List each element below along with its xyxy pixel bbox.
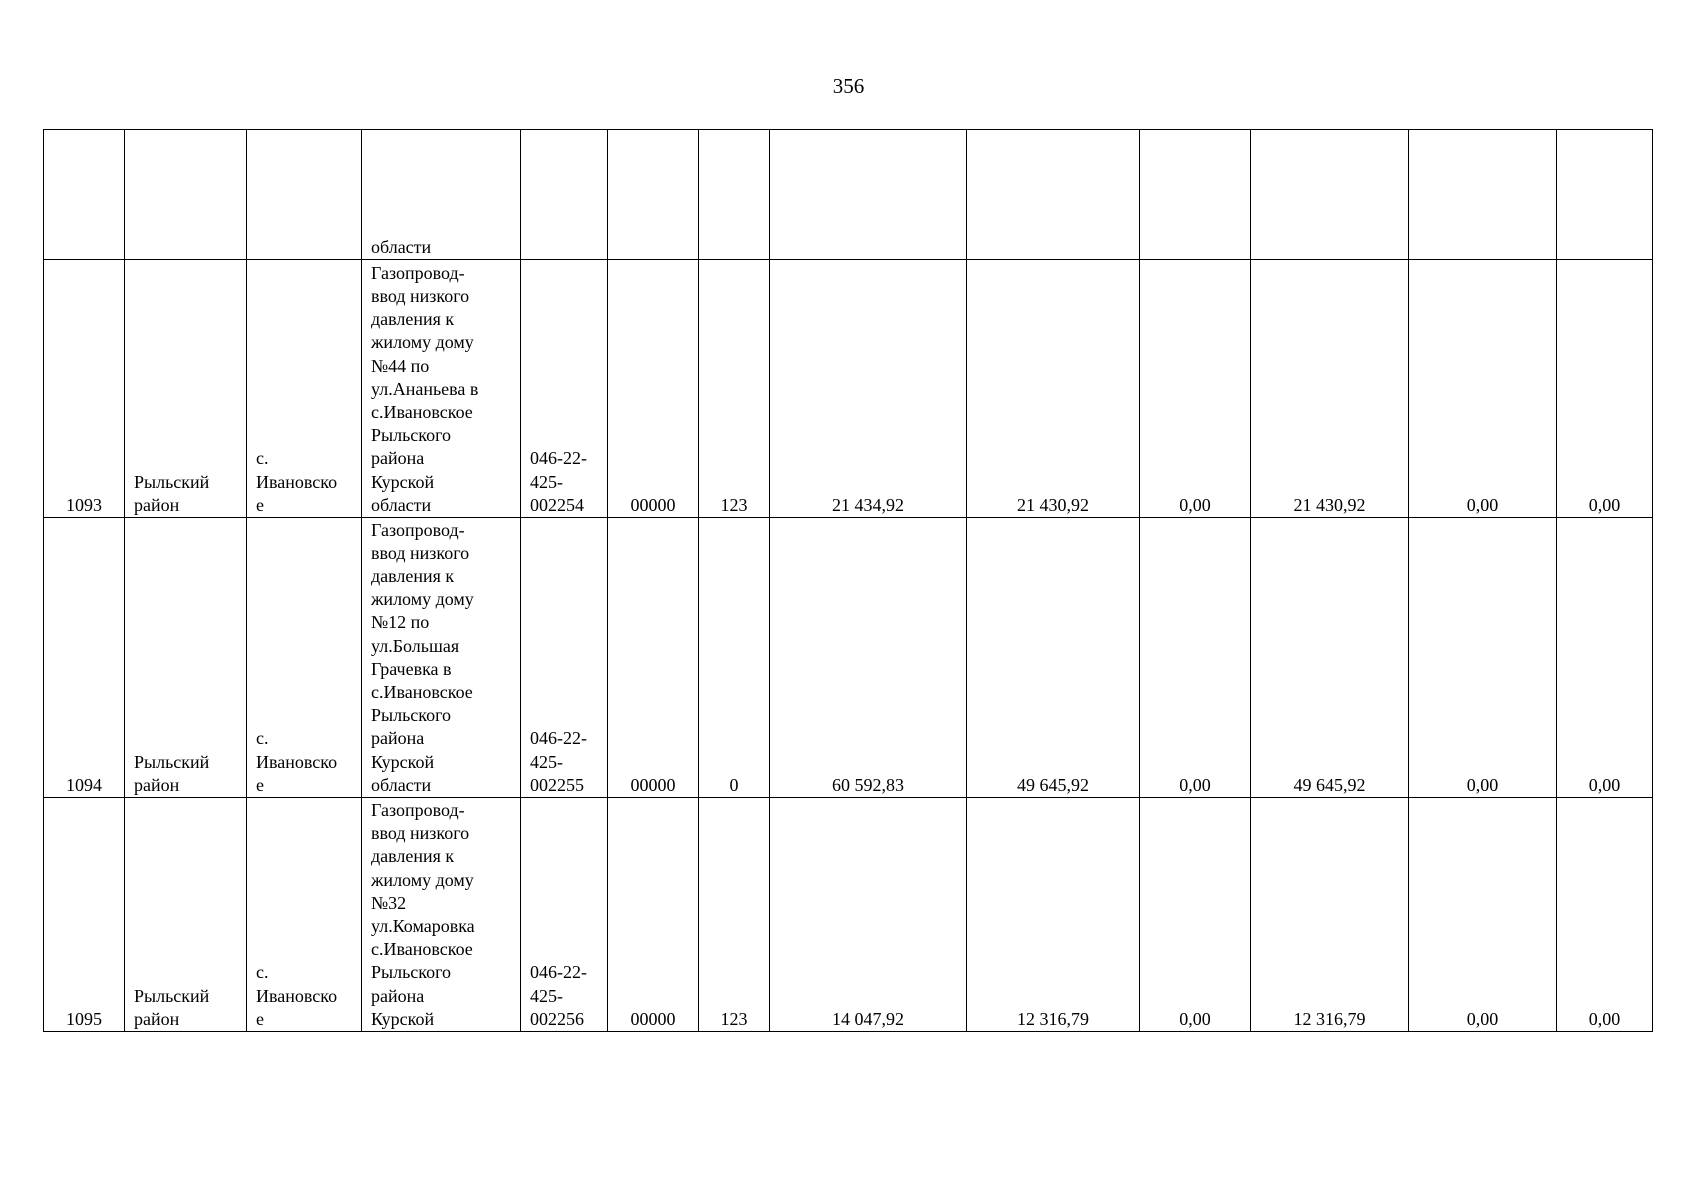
cell-text-line: жилому дому bbox=[371, 332, 474, 353]
cell-text-line: 425- bbox=[530, 471, 563, 492]
cell-object-name bbox=[362, 130, 521, 260]
cell-text-line: Рыльский bbox=[134, 471, 210, 492]
cell-col6 bbox=[608, 130, 699, 260]
cell-col11 bbox=[1251, 130, 1409, 260]
cell-col7: 123 bbox=[699, 260, 770, 518]
cell-col6: 00000 bbox=[608, 260, 699, 518]
cell-col9: 49 645,92 bbox=[967, 518, 1140, 798]
cell-num: 1093 bbox=[44, 260, 125, 518]
cell-text-line: жилому дому bbox=[371, 869, 474, 890]
cell-text-line: давления к bbox=[371, 565, 455, 586]
cell-col13: 0,00 bbox=[1557, 518, 1653, 798]
page-number: 356 bbox=[832, 74, 865, 98]
cell-district bbox=[125, 518, 247, 798]
cell-col8: 60 592,83 bbox=[770, 518, 967, 798]
cell-code bbox=[521, 798, 608, 1032]
cell-num: 1094 bbox=[44, 518, 125, 798]
cell-text-line: с.Ивановское bbox=[371, 939, 473, 960]
cell-col13: 0,00 bbox=[1557, 798, 1653, 1032]
cell-col8 bbox=[770, 130, 967, 260]
cell-text-line: Грачевка в bbox=[371, 658, 452, 679]
cell-text-line: Рыльского bbox=[371, 705, 452, 726]
cell-text-line: района bbox=[371, 448, 425, 469]
cell-text-line: Курской bbox=[371, 1008, 435, 1029]
cell-text-line: 425- bbox=[530, 985, 563, 1006]
cell-col13: 0,00 bbox=[1557, 260, 1653, 518]
cell-text-line: 002254 bbox=[530, 494, 584, 515]
cell-col6: 00000 bbox=[608, 518, 699, 798]
cell-col12 bbox=[1409, 130, 1557, 260]
cell-text-line: ул.Большая bbox=[371, 635, 460, 656]
cell-text-line: Ивановско bbox=[256, 751, 338, 772]
cell-num bbox=[44, 130, 125, 260]
cell-text-line: области bbox=[371, 774, 432, 795]
table-row-continued bbox=[44, 130, 1653, 260]
cell-num: 1095 bbox=[44, 798, 125, 1032]
cell-text-line: район bbox=[134, 494, 180, 515]
cell-text-line: Курской bbox=[371, 471, 435, 492]
cell-district bbox=[125, 260, 247, 518]
cell-col10: 0,00 bbox=[1140, 260, 1251, 518]
cell-locality bbox=[247, 518, 362, 798]
table-row bbox=[44, 518, 1653, 798]
cell-object-name bbox=[362, 518, 521, 798]
cell-col12: 0,00 bbox=[1409, 518, 1557, 798]
cell-text-line: №12 по bbox=[371, 612, 430, 633]
cell-text-line: с. bbox=[256, 728, 269, 749]
cell-col9: 12 316,79 bbox=[967, 798, 1140, 1032]
cell-text-line: области bbox=[371, 494, 432, 515]
cell-code bbox=[521, 518, 608, 798]
cell-text-line: №32 bbox=[371, 892, 407, 913]
cell-locality bbox=[247, 130, 362, 260]
cell-district bbox=[125, 130, 247, 260]
cell-text-line: давления к bbox=[371, 309, 455, 330]
cell-text-line: Газопровод- bbox=[371, 519, 465, 540]
table-row bbox=[44, 260, 1653, 518]
cell-text-line: Ивановско bbox=[256, 471, 338, 492]
cell-text-line: №44 по bbox=[371, 355, 430, 376]
cell-object-name bbox=[362, 260, 521, 518]
cell-text-line: Рыльский bbox=[134, 751, 210, 772]
cell-text-line: Рыльского bbox=[371, 425, 452, 446]
cell-text-line: с. bbox=[256, 962, 269, 983]
cell-text-line: жилому дому bbox=[371, 589, 474, 610]
cell-col12: 0,00 bbox=[1409, 260, 1557, 518]
cell-code bbox=[521, 130, 608, 260]
cell-text-line: е bbox=[256, 774, 264, 795]
cell-text-line: е bbox=[256, 1008, 264, 1029]
cell-col9 bbox=[967, 130, 1140, 260]
cell-text-line: давления к bbox=[371, 846, 455, 867]
cell-text-line: 002255 bbox=[530, 774, 584, 795]
cell-district bbox=[125, 798, 247, 1032]
cell-object-name bbox=[362, 798, 521, 1032]
cell-text-line: района bbox=[371, 985, 425, 1006]
cell-text-line: Ивановско bbox=[256, 985, 338, 1006]
cell-locality bbox=[247, 260, 362, 518]
cell-col9: 21 430,92 bbox=[967, 260, 1140, 518]
cell-text-line: 425- bbox=[530, 751, 563, 772]
cell-text-line: ул.Комаровка bbox=[371, 915, 475, 936]
cell-text-line: район bbox=[134, 1008, 180, 1029]
cell-col12: 0,00 bbox=[1409, 798, 1557, 1032]
cell-text-line: 046-22- bbox=[530, 448, 587, 469]
cell-text-line: ввод низкого bbox=[371, 542, 470, 563]
cell-text-line: е bbox=[256, 494, 264, 515]
cell-text-line: области bbox=[371, 236, 432, 257]
cell-col10: 0,00 bbox=[1140, 518, 1251, 798]
cell-col10 bbox=[1140, 130, 1251, 260]
cell-col8: 21 434,92 bbox=[770, 260, 967, 518]
cell-text-line: 002256 bbox=[530, 1008, 584, 1029]
cell-text-line: Рыльского bbox=[371, 962, 452, 983]
cell-text-line: района bbox=[371, 728, 425, 749]
cell-text-line: 046-22- bbox=[530, 962, 587, 983]
cell-text-line: район bbox=[134, 774, 180, 795]
cell-text-line: с.Ивановское bbox=[371, 401, 473, 422]
cell-text-line: с.Ивановское bbox=[371, 681, 473, 702]
cell-col11: 21 430,92 bbox=[1251, 260, 1409, 518]
cell-text-line: Газопровод- bbox=[371, 799, 465, 820]
cell-col7 bbox=[699, 130, 770, 260]
cell-col11: 12 316,79 bbox=[1251, 798, 1409, 1032]
cell-text-line: Курской bbox=[371, 751, 435, 772]
cell-col7: 0 bbox=[699, 518, 770, 798]
cell-locality bbox=[247, 798, 362, 1032]
cell-col10: 0,00 bbox=[1140, 798, 1251, 1032]
cell-text-line: с. bbox=[256, 448, 269, 469]
register-table bbox=[43, 129, 1653, 1032]
cell-text-line: ввод низкого bbox=[371, 823, 470, 844]
cell-text-line: Газопровод- bbox=[371, 262, 465, 283]
cell-code bbox=[521, 260, 608, 518]
cell-col13 bbox=[1557, 130, 1653, 260]
cell-col8: 14 047,92 bbox=[770, 798, 967, 1032]
table-row bbox=[44, 798, 1653, 1032]
cell-text-line: 046-22- bbox=[530, 728, 587, 749]
cell-text-line: ул.Ананьева в bbox=[371, 378, 479, 399]
cell-col6: 00000 bbox=[608, 798, 699, 1032]
cell-text-line: ввод низкого bbox=[371, 285, 470, 306]
cell-col7: 123 bbox=[699, 798, 770, 1032]
cell-col11: 49 645,92 bbox=[1251, 518, 1409, 798]
cell-text-line: Рыльский bbox=[134, 985, 210, 1006]
